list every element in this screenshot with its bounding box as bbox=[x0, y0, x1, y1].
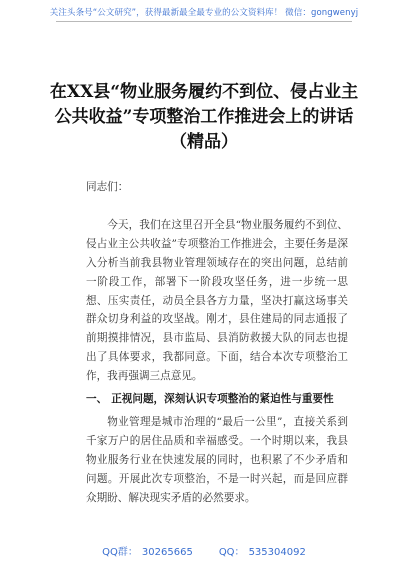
header-banner: 关注头条号“公文研究”，获得最新最全最专业的公文资料库！ 微信：gongwenyj bbox=[49, 8, 359, 18]
qq-group-label: QQ群： bbox=[102, 547, 138, 558]
title-line-2: 公共收益”专项整治工作推进会上的讲话 bbox=[54, 107, 354, 127]
paragraph-intro: 今天，我们在这里召开全县“物业服务履约不到位、侵占业主公共收益”专项整治工作推进会，主要任务是深入分析当前我县物业管理领域存在的突出问题，总结前一阶段工作，部署下一阶段攻坚任务，进一步统一思想、压实责任，动员全县各方力量，坚决打赢这场事关群众切身利益的攻坚战。刚才，县住建局的同志通报了前期摸排情况，县市监局、县消防救援大队的同志也提出了具体要求，我都同意。下面，结合本次专项整治工作，我再强调三点意见。 bbox=[86, 218, 348, 383]
title-line-3: （精品） bbox=[170, 132, 238, 152]
qq-group-number: 30265665 bbox=[141, 547, 193, 558]
section-heading-number: 一、 bbox=[86, 393, 108, 406]
document-body bbox=[86, 178, 348, 508]
section-heading-text: 正视问题，深刻认识专项整治的紧迫性与重要性 bbox=[111, 393, 334, 406]
greeting: 同志们： bbox=[86, 181, 129, 193]
document-title bbox=[44, 80, 364, 155]
header-divider bbox=[56, 21, 352, 22]
paragraph-section-1: 物业管理是城市治理的“最后一公里”，直接关系到千家万户的居住品质和幸福感受。一个时期以来，我县物业服务行业在快速发展的同时，也积累了不少矛盾和问题。开展此次专项整治，不是一时兴起，而是回应群众期盼、解决现实矛盾的必然要求。 bbox=[86, 415, 348, 504]
qq-label: QQ： bbox=[218, 547, 245, 558]
title-line-1: 在XX县“物业服务履约不到位、侵占业主 bbox=[49, 82, 359, 102]
qq-number: 535304092 bbox=[248, 547, 306, 558]
section-heading-1 bbox=[86, 390, 348, 409]
footer-contact bbox=[0, 543, 408, 558]
